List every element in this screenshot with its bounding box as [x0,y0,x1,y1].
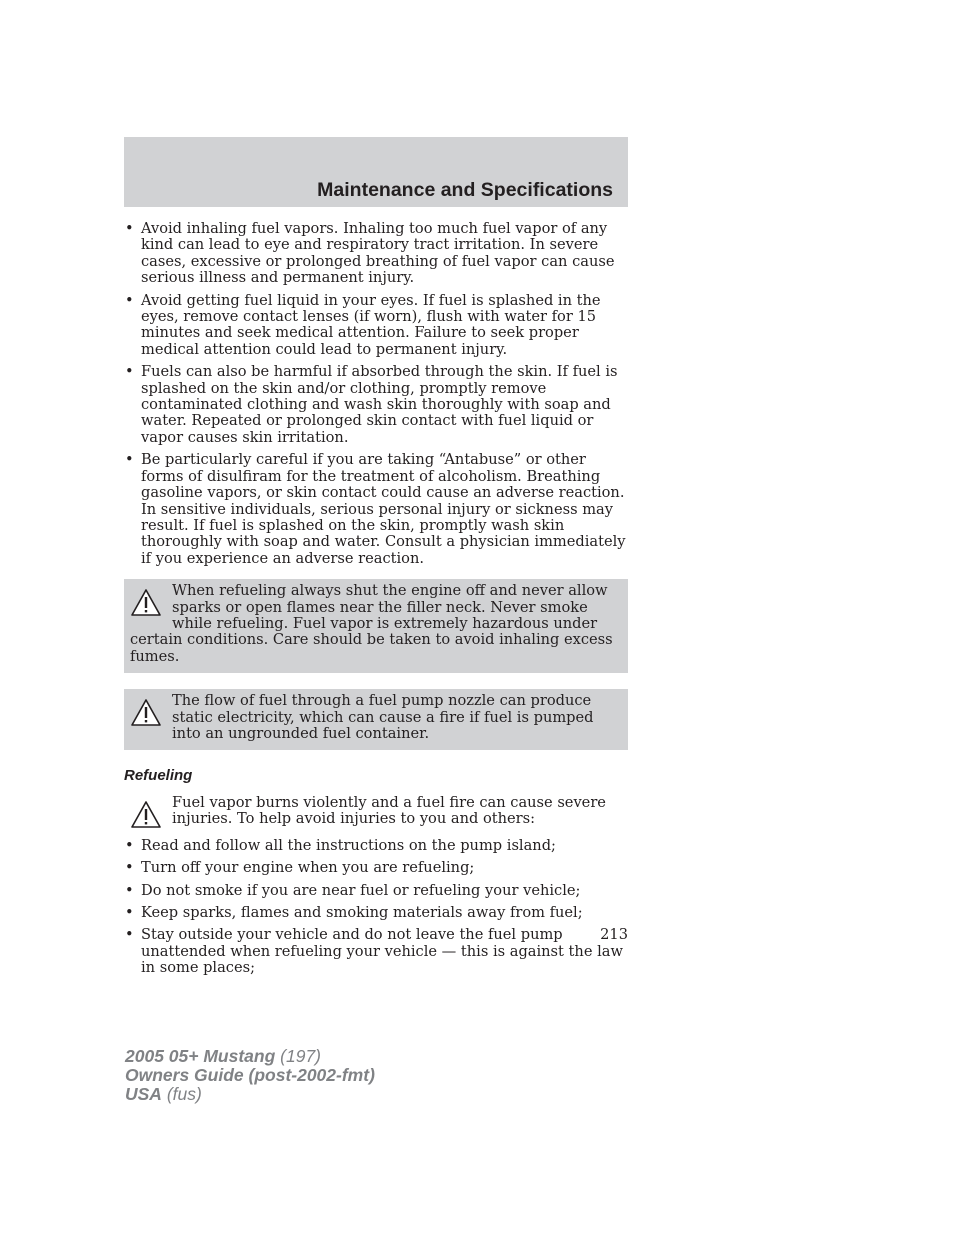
bullet-glyph: • [125,220,134,237]
bullet-glyph: • [125,291,134,309]
refueling-warning [124,795,628,830]
list-item-text: Turn off your engine when you are refueling; [141,859,475,877]
footer-model: 2005 05+ Mustang [125,1046,276,1066]
bullet-glyph: • [125,836,134,854]
list-item [124,905,628,921]
footer-line [125,1047,375,1066]
section-header [124,137,628,207]
warning-triangle-icon [130,800,162,830]
document-footer [125,1047,375,1104]
footer-model-code: (197) [280,1046,322,1066]
list-item-text: Fuels can also be harmful if absorbed through the skin. If fuel is splashed on the skin and/or clothing, promptly remove contaminated clothing and wash skin thoroughly with soap and water. Repeated or prolonged skin contact with fuel liquid or vapor causes skin irritation. [141,363,618,446]
list-item-text: Do not smoke if you are near fuel or refueling your vehicle; [141,881,581,899]
bullet-glyph: • [125,926,134,944]
bullet-glyph: • [125,363,134,381]
list-item [124,293,628,359]
list-item-text: Avoid getting fuel liquid in your eyes. If fuel is splashed in the eyes, remove contact lenses (if worn), flush with water for 15 minutes and seek medical attention. Failure to seek proper medical attention could lead to permanent injury. [141,291,601,358]
refueling-heading: Refueling [124,767,193,785]
fuel-safety-list [124,221,628,567]
bullet-glyph: • [125,904,134,921]
refueling-list [124,838,628,977]
warning-text: Fuel vapor burns violently and a fuel fire can cause severe injuries. To help avoid injuries to you and others: [172,794,606,828]
list-item [124,927,628,976]
bullet-glyph: • [125,881,134,899]
warning-text: The flow of fuel through a fuel pump nozzle can produce static electricity, which can cause a fire if fuel is pumped into an ungrounded fuel container. [172,692,594,742]
warning-box-static [124,689,628,750]
bullet-glyph: • [125,451,134,469]
list-item-text: Be particularly careful if you are taking “Antabuse” or other forms of disulfiram for the treatment of alcoholism. Breathing gasoline vapors, or skin contact could cause an adverse reaction. In sensitive individuals, serious personal injury or sickness may result. If fuel is splashed on the skin, promptly wash skin thoroughly with soap and water. Consult a physician immediately if you experience an adverse reaction. [141,451,626,567]
list-item-text: Keep sparks, flames and smoking materials away from fuel; [141,904,583,921]
list-item [124,452,628,567]
list-item [124,364,628,446]
section-title: Maintenance and Specifications [317,179,613,201]
list-item [124,838,628,854]
footer-guide: Owners Guide (post-2002-fmt) [125,1065,375,1085]
warning-box-refueling [124,579,628,673]
list-item-text: Stay outside your vehicle and do not leave the fuel pump unattended when refueling your vehicle — this is against the law in some places; [141,926,623,977]
footer-market-code: (fus) [166,1084,202,1104]
warning-triangle-icon [130,588,162,618]
warning-text: When refueling always shut the engine off and never allow sparks or open flames near the filler neck. Never smoke while refueling. Fuel vapor is extremely hazardous under certain conditions. Care should be taken to avoid inhaling excess fumes. [130,582,613,665]
page-content [124,221,628,983]
footer-line [125,1085,375,1104]
list-item [124,860,628,876]
list-item-text: Avoid inhaling fuel vapors. Inhaling too much fuel vapor of any kind can lead to eye and respiratory tract irritation. In severe cases, excessive or prolonged breathing of fuel vapor can cause serious illness and permanent injury. [141,220,615,287]
warning-triangle-icon [130,698,162,728]
footer-market: USA [125,1084,162,1104]
list-item [124,883,628,899]
list-item [124,221,628,287]
page-number: 213 [600,926,628,943]
list-item-text: Read and follow all the instructions on the pump island; [141,836,556,854]
bullet-glyph: • [125,859,134,877]
footer-line [125,1066,375,1085]
